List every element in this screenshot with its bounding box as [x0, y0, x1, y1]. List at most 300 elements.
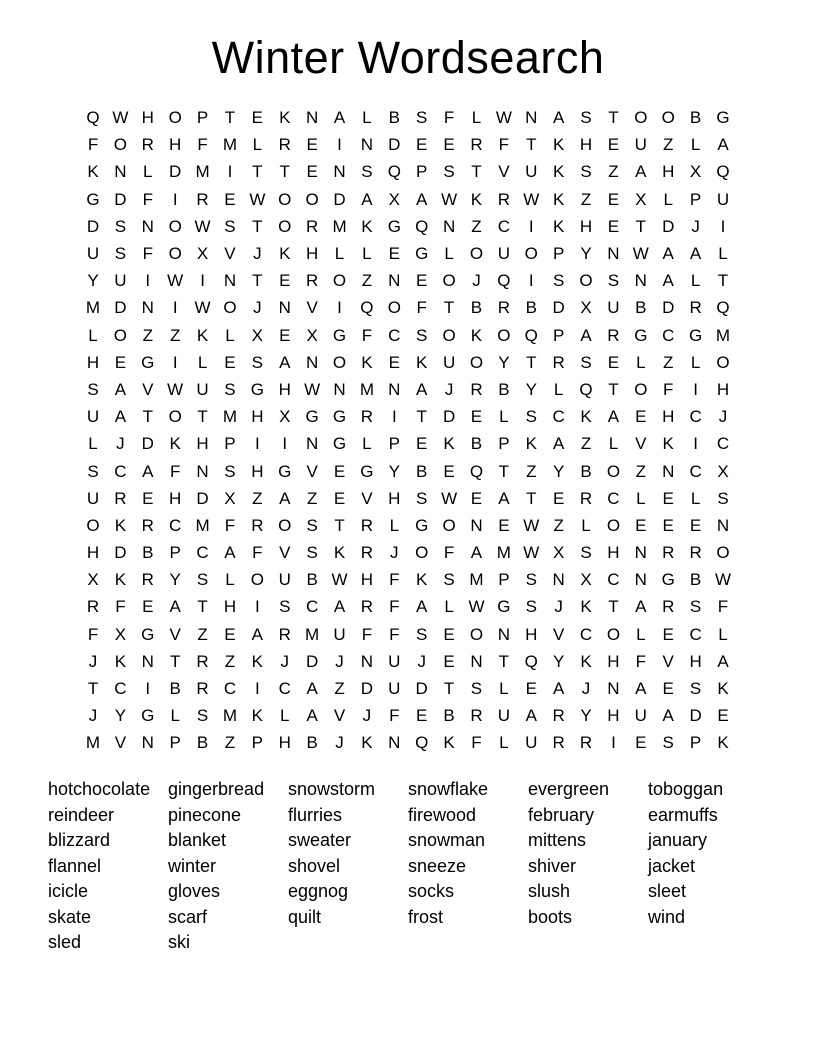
grid-cell: L — [280, 706, 290, 726]
grid-cell: D — [662, 216, 675, 236]
word-item: flurries — [288, 804, 343, 825]
grid-cell: K — [525, 434, 537, 454]
grid-cell: C — [579, 624, 593, 644]
grid-cell: S — [279, 597, 291, 617]
grid-cell: U — [497, 706, 510, 726]
grid-cell: Y — [87, 271, 99, 291]
grid-cell: K — [470, 325, 483, 345]
grid-cell: J — [253, 244, 262, 264]
grid-cell: F — [389, 597, 400, 617]
grid-cell: K — [333, 543, 346, 563]
grid-cell: O — [442, 515, 456, 535]
grid-cell: E — [607, 135, 620, 155]
grid-cell: S — [580, 162, 592, 182]
grid-cell: G — [278, 461, 292, 481]
grid-cell: Z — [197, 624, 208, 644]
grid-cell: D — [114, 298, 127, 318]
grid-cell: P — [689, 733, 702, 753]
grid-cell: A — [498, 488, 510, 508]
grid-cell: A — [306, 679, 318, 699]
grid-cell: E — [279, 271, 291, 291]
grid-cell: E — [333, 461, 346, 481]
word-item: ski — [168, 932, 190, 952]
grid-cell: C — [716, 434, 730, 454]
grid-cell: R — [360, 515, 374, 535]
grid-cell: O — [497, 325, 511, 345]
grid-cell: N — [333, 379, 346, 399]
grid-cell: H — [141, 108, 154, 128]
grid-cell: D — [388, 135, 401, 155]
grid-cell: O — [469, 624, 484, 644]
grid-cell: E — [635, 515, 647, 535]
grid-cell: A — [635, 679, 647, 699]
word-item: winter — [168, 855, 217, 876]
grid-cell: X — [196, 244, 209, 264]
grid-cell: F — [361, 325, 373, 345]
grid-cell: H — [169, 488, 182, 508]
grid-cell: R — [196, 189, 209, 209]
word-item: wind — [648, 906, 686, 927]
grid-cell: V — [224, 244, 236, 264]
grid-cell: D — [196, 488, 209, 508]
grid-cell: H — [525, 624, 538, 644]
wordsearch-grid — [79, 105, 736, 758]
grid-cell: J — [390, 543, 399, 563]
grid-cell: L — [581, 515, 591, 535]
grid-cell: S — [525, 570, 537, 590]
grid-cell: J — [554, 597, 563, 617]
grid-cell: F — [361, 624, 373, 644]
grid-cell: V — [169, 624, 181, 644]
grid-cell: O — [250, 570, 264, 590]
grid-cell: M — [469, 570, 484, 590]
grid-cell: E — [224, 624, 236, 644]
grid-cell: F — [389, 570, 400, 590]
grid-cell: W — [304, 379, 321, 399]
grid-cell: F — [443, 543, 455, 563]
grid-cell: T — [169, 651, 181, 671]
grid-cell: O — [168, 244, 182, 264]
grid-cell: L — [444, 597, 454, 617]
grid-cell: Q — [86, 108, 100, 128]
grid-cell: C — [388, 325, 401, 345]
grid-cell: E — [333, 488, 346, 508]
grid-cell: O — [168, 108, 182, 128]
grid-cell: A — [333, 597, 346, 617]
grid-cell: X — [224, 488, 236, 508]
grid-cell: D — [552, 298, 565, 318]
grid-cell: O — [332, 271, 347, 291]
grid-cell: I — [200, 271, 205, 291]
grid-cell: A — [142, 461, 154, 481]
grid-cell: J — [417, 651, 426, 671]
word-list-column — [48, 777, 168, 956]
grid-cell: L — [362, 108, 372, 128]
grid-cell: Q — [497, 271, 511, 291]
grid-cell: W — [249, 189, 266, 209]
grid-cell: H — [251, 407, 264, 427]
grid-cell: O — [469, 352, 484, 372]
grid-cell: G — [332, 325, 347, 345]
grid-cell: O — [305, 189, 319, 209]
grid-cell: G — [688, 325, 703, 345]
grid-cell: H — [278, 379, 291, 399]
grid-cell: S — [580, 352, 592, 372]
grid-cell: L — [197, 352, 208, 372]
grid-cell: V — [114, 733, 127, 753]
grid-cell: O — [716, 543, 730, 563]
grid-cell: O — [606, 515, 621, 535]
grid-cell: S — [689, 597, 702, 617]
grid-cell: I — [145, 271, 151, 291]
grid-cell: N — [388, 379, 401, 399]
grid-cell: N — [360, 651, 374, 671]
grid-cell: K — [416, 352, 428, 372]
grid-cell: D — [415, 679, 428, 699]
grid-cell: S — [689, 679, 702, 699]
grid-cell: Q — [360, 298, 374, 318]
grid-cell: J — [88, 706, 98, 726]
grid-cell: R — [86, 597, 100, 617]
grid-cell: S — [470, 679, 483, 699]
grid-cell: S — [196, 570, 209, 590]
grid-cell: I — [693, 434, 698, 454]
grid-cell: Z — [553, 515, 564, 535]
grid-cell: J — [253, 298, 262, 318]
grid-cell: R — [662, 597, 675, 617]
grid-cell: F — [224, 515, 236, 535]
word-item: gloves — [168, 881, 221, 901]
grid-cell: E — [443, 624, 455, 644]
word-item: mittens — [528, 830, 587, 850]
grid-cell: N — [278, 298, 291, 318]
word-item: sleet — [648, 881, 687, 901]
grid-cell: N — [333, 162, 346, 182]
grid-cell: N — [141, 651, 154, 671]
grid-cell: A — [333, 108, 346, 128]
grid-cell: L — [170, 706, 180, 726]
grid-cell: V — [142, 379, 154, 399]
grid-cell: E — [114, 352, 127, 372]
grid-cell: L — [444, 244, 454, 264]
grid-cell: S — [87, 379, 99, 399]
grid-cell: E — [443, 135, 455, 155]
grid-cell: W — [523, 543, 540, 563]
grid-cell: X — [279, 407, 291, 427]
grid-cell: D — [114, 189, 127, 209]
word-item: eggnog — [288, 881, 349, 901]
grid-cell: C — [497, 216, 510, 236]
word-item: evergreen — [528, 779, 610, 799]
grid-cell: E — [306, 162, 318, 182]
word-item: january — [648, 830, 708, 850]
grid-cell: E — [662, 488, 674, 508]
grid-cell: A — [114, 379, 127, 399]
grid-cell: W — [194, 216, 211, 236]
grid-cell: N — [141, 216, 154, 236]
word-item: icicle — [48, 881, 89, 901]
grid-cell: D — [442, 407, 456, 427]
grid-cell: N — [141, 298, 154, 318]
grid-cell: L — [143, 162, 153, 182]
grid-cell: Q — [387, 162, 401, 182]
grid-cell: C — [114, 679, 127, 699]
grid-cell: B — [635, 298, 647, 318]
grid-cell: V — [306, 298, 318, 318]
grid-cell: L — [499, 679, 509, 699]
grid-cell: J — [691, 216, 700, 236]
grid-cell: E — [306, 135, 318, 155]
grid-cell: Y — [114, 706, 127, 726]
grid-cell: G — [360, 461, 374, 481]
grid-cell: T — [471, 162, 482, 182]
grid-cell: J — [280, 651, 289, 671]
grid-cell: R — [552, 352, 565, 372]
word-list-column — [408, 777, 528, 956]
grid-cell: N — [607, 244, 620, 264]
grid-cell: K — [169, 434, 181, 454]
grid-cell: A — [169, 597, 181, 617]
grid-cell: I — [282, 434, 288, 454]
grid-cell: H — [579, 216, 593, 236]
grid-cell: N — [305, 434, 319, 454]
grid-cell: S — [224, 379, 236, 399]
grid-cell: L — [225, 570, 235, 590]
grid-cell: F — [252, 543, 263, 563]
grid-cell: Y — [388, 461, 400, 481]
grid-cell: M — [195, 162, 210, 182]
grid-cell: L — [334, 244, 345, 264]
grid-cell: H — [251, 461, 264, 481]
grid-cell: M — [359, 379, 374, 399]
grid-cell: H — [86, 543, 100, 563]
grid-cell: H — [662, 407, 675, 427]
grid-cell: S — [114, 216, 127, 236]
grid-cell: T — [197, 597, 208, 617]
grid-cell: R — [278, 624, 291, 644]
grid-cell: F — [663, 379, 674, 399]
grid-cell: E — [662, 624, 674, 644]
grid-cell: P — [552, 244, 565, 264]
grid-cell: F — [389, 706, 400, 726]
grid-cell: G — [250, 379, 264, 399]
grid-cell: A — [717, 651, 729, 671]
grid-cell: J — [362, 706, 372, 726]
grid-cell: S — [607, 271, 620, 291]
grid-cell: N — [634, 570, 647, 590]
grid-cell: G — [141, 352, 155, 372]
grid-cell: Q — [716, 162, 730, 182]
grid-cell: N — [388, 733, 401, 753]
grid-cell: T — [526, 352, 537, 372]
grid-cell: L — [252, 135, 263, 155]
grid-cell: T — [416, 407, 427, 427]
grid-cell: S — [416, 488, 428, 508]
grid-cell: K — [251, 706, 264, 726]
grid-cell: E — [416, 271, 428, 291]
word-item: scarf — [168, 906, 208, 927]
grid-cell: R — [196, 651, 209, 671]
grid-cell: U — [634, 706, 647, 726]
grid-cell: T — [608, 108, 619, 128]
grid-cell: N — [470, 651, 483, 671]
grid-cell: F — [389, 624, 400, 644]
grid-cell: G — [661, 570, 675, 590]
grid-cell: L — [499, 733, 509, 753]
word-list — [48, 777, 816, 956]
grid-cell: F — [197, 135, 208, 155]
grid-cell: B — [443, 706, 455, 726]
grid-cell: K — [443, 434, 455, 454]
word-item: toboggan — [648, 779, 724, 799]
grid-cell: R — [141, 515, 154, 535]
grid-cell: S — [525, 407, 537, 427]
grid-cell: S — [416, 108, 428, 128]
grid-cell: J — [444, 379, 454, 399]
grid-cell: M — [496, 543, 511, 563]
grid-cell: O — [278, 515, 292, 535]
grid-cell: X — [635, 189, 647, 209]
grid-cell: H — [388, 488, 401, 508]
grid-cell: W — [714, 570, 732, 590]
grid-cell: C — [169, 515, 182, 535]
grid-cell: K — [443, 733, 455, 753]
grid-cell: M — [715, 325, 731, 345]
grid-cell: R — [552, 706, 565, 726]
grid-cell: R — [305, 271, 319, 291]
grid-cell: T — [608, 597, 619, 617]
word-item: frost — [408, 906, 444, 927]
grid-cell: D — [360, 679, 374, 699]
word-item: earmuffs — [648, 804, 718, 825]
grid-cell: F — [498, 135, 510, 155]
grid-cell: D — [689, 706, 702, 726]
grid-cell: R — [360, 407, 374, 427]
grid-cell: K — [416, 570, 428, 590]
grid-cell: K — [552, 162, 565, 182]
grid-cell: K — [552, 135, 565, 155]
word-item: flannel — [48, 855, 102, 876]
grid-cell: N — [305, 108, 319, 128]
grid-cell: W — [112, 108, 129, 128]
word-list-column — [648, 777, 768, 956]
grid-cell: N — [634, 271, 647, 291]
grid-cell: T — [252, 216, 263, 236]
grid-cell: C — [114, 461, 127, 481]
grid-cell: E — [279, 325, 291, 345]
grid-cell: X — [580, 570, 592, 590]
grid-cell: B — [470, 298, 483, 318]
grid-cell: W — [194, 298, 211, 318]
grid-cell: S — [114, 244, 127, 264]
grid-cell: R — [470, 706, 483, 726]
grid-cell: G — [86, 189, 100, 209]
grid-cell: A — [361, 189, 373, 209]
grid-cell: R — [141, 135, 154, 155]
grid-cell: G — [415, 515, 429, 535]
grid-cell: G — [305, 407, 319, 427]
grid-cell: I — [528, 271, 534, 291]
grid-cell: H — [196, 434, 209, 454]
grid-cell: L — [690, 352, 701, 372]
grid-cell: R — [689, 543, 702, 563]
grid-cell: K — [114, 570, 127, 590]
grid-cell: T — [197, 407, 208, 427]
grid-cell: I — [227, 162, 233, 182]
grid-cell: N — [305, 352, 319, 372]
grid-cell: D — [141, 434, 154, 454]
grid-cell: B — [470, 434, 483, 454]
grid-cell: H — [169, 135, 182, 155]
grid-cell: I — [145, 679, 151, 699]
grid-cell: G — [634, 325, 648, 345]
grid-cell: S — [443, 570, 455, 590]
grid-cell: Z — [608, 162, 619, 182]
grid-cell: M — [85, 733, 101, 753]
grid-cell: L — [362, 434, 372, 454]
grid-cell: O — [634, 379, 648, 399]
grid-cell: X — [87, 570, 99, 590]
grid-cell: N — [716, 515, 730, 535]
grid-cell: I — [611, 733, 616, 753]
grid-cell: U — [442, 352, 456, 372]
grid-cell: V — [333, 706, 346, 726]
grid-cell: G — [332, 434, 347, 454]
grid-cell: H — [278, 733, 291, 753]
grid-cell: Y — [580, 244, 592, 264]
word-item: shovel — [288, 855, 341, 876]
grid-cell: Q — [524, 325, 538, 345]
grid-cell: K — [251, 651, 264, 671]
grid-cell: S — [361, 162, 373, 182]
grid-cell: A — [580, 325, 592, 345]
grid-cell: B — [580, 461, 592, 481]
word-item: skate — [48, 906, 92, 927]
grid-cell: O — [223, 298, 237, 318]
grid-cell: E — [224, 189, 236, 209]
grid-cell: M — [85, 298, 101, 318]
grid-cell: L — [499, 407, 509, 427]
grid-cell: P — [388, 434, 400, 454]
grid-cell: A — [662, 244, 674, 264]
grid-cell: V — [361, 488, 373, 508]
grid-cell: O — [442, 325, 456, 345]
grid-cell: B — [169, 679, 181, 699]
grid-cell: I — [337, 298, 342, 318]
grid-cell: E — [443, 651, 455, 671]
grid-cell: H — [223, 597, 237, 617]
grid-cell: B — [142, 543, 154, 563]
word-item: quilt — [288, 906, 322, 927]
grid-cell: K — [114, 515, 127, 535]
grid-cell: B — [689, 570, 702, 590]
grid-cell: E — [224, 352, 236, 372]
grid-cell: S — [306, 543, 318, 563]
grid-cell: Z — [580, 189, 592, 209]
grid-cell: S — [552, 271, 565, 291]
word-item: firewood — [408, 804, 477, 825]
grid-cell: E — [470, 488, 483, 508]
grid-cell: S — [662, 733, 674, 753]
grid-cell: F — [87, 135, 99, 155]
grid-cell: E — [607, 352, 620, 372]
grid-cell: O — [716, 352, 730, 372]
grid-cell: E — [416, 135, 428, 155]
grid-cell: G — [497, 597, 511, 617]
grid-cell: A — [306, 706, 318, 726]
grid-cell: M — [305, 624, 320, 644]
grid-cell: H — [607, 706, 620, 726]
